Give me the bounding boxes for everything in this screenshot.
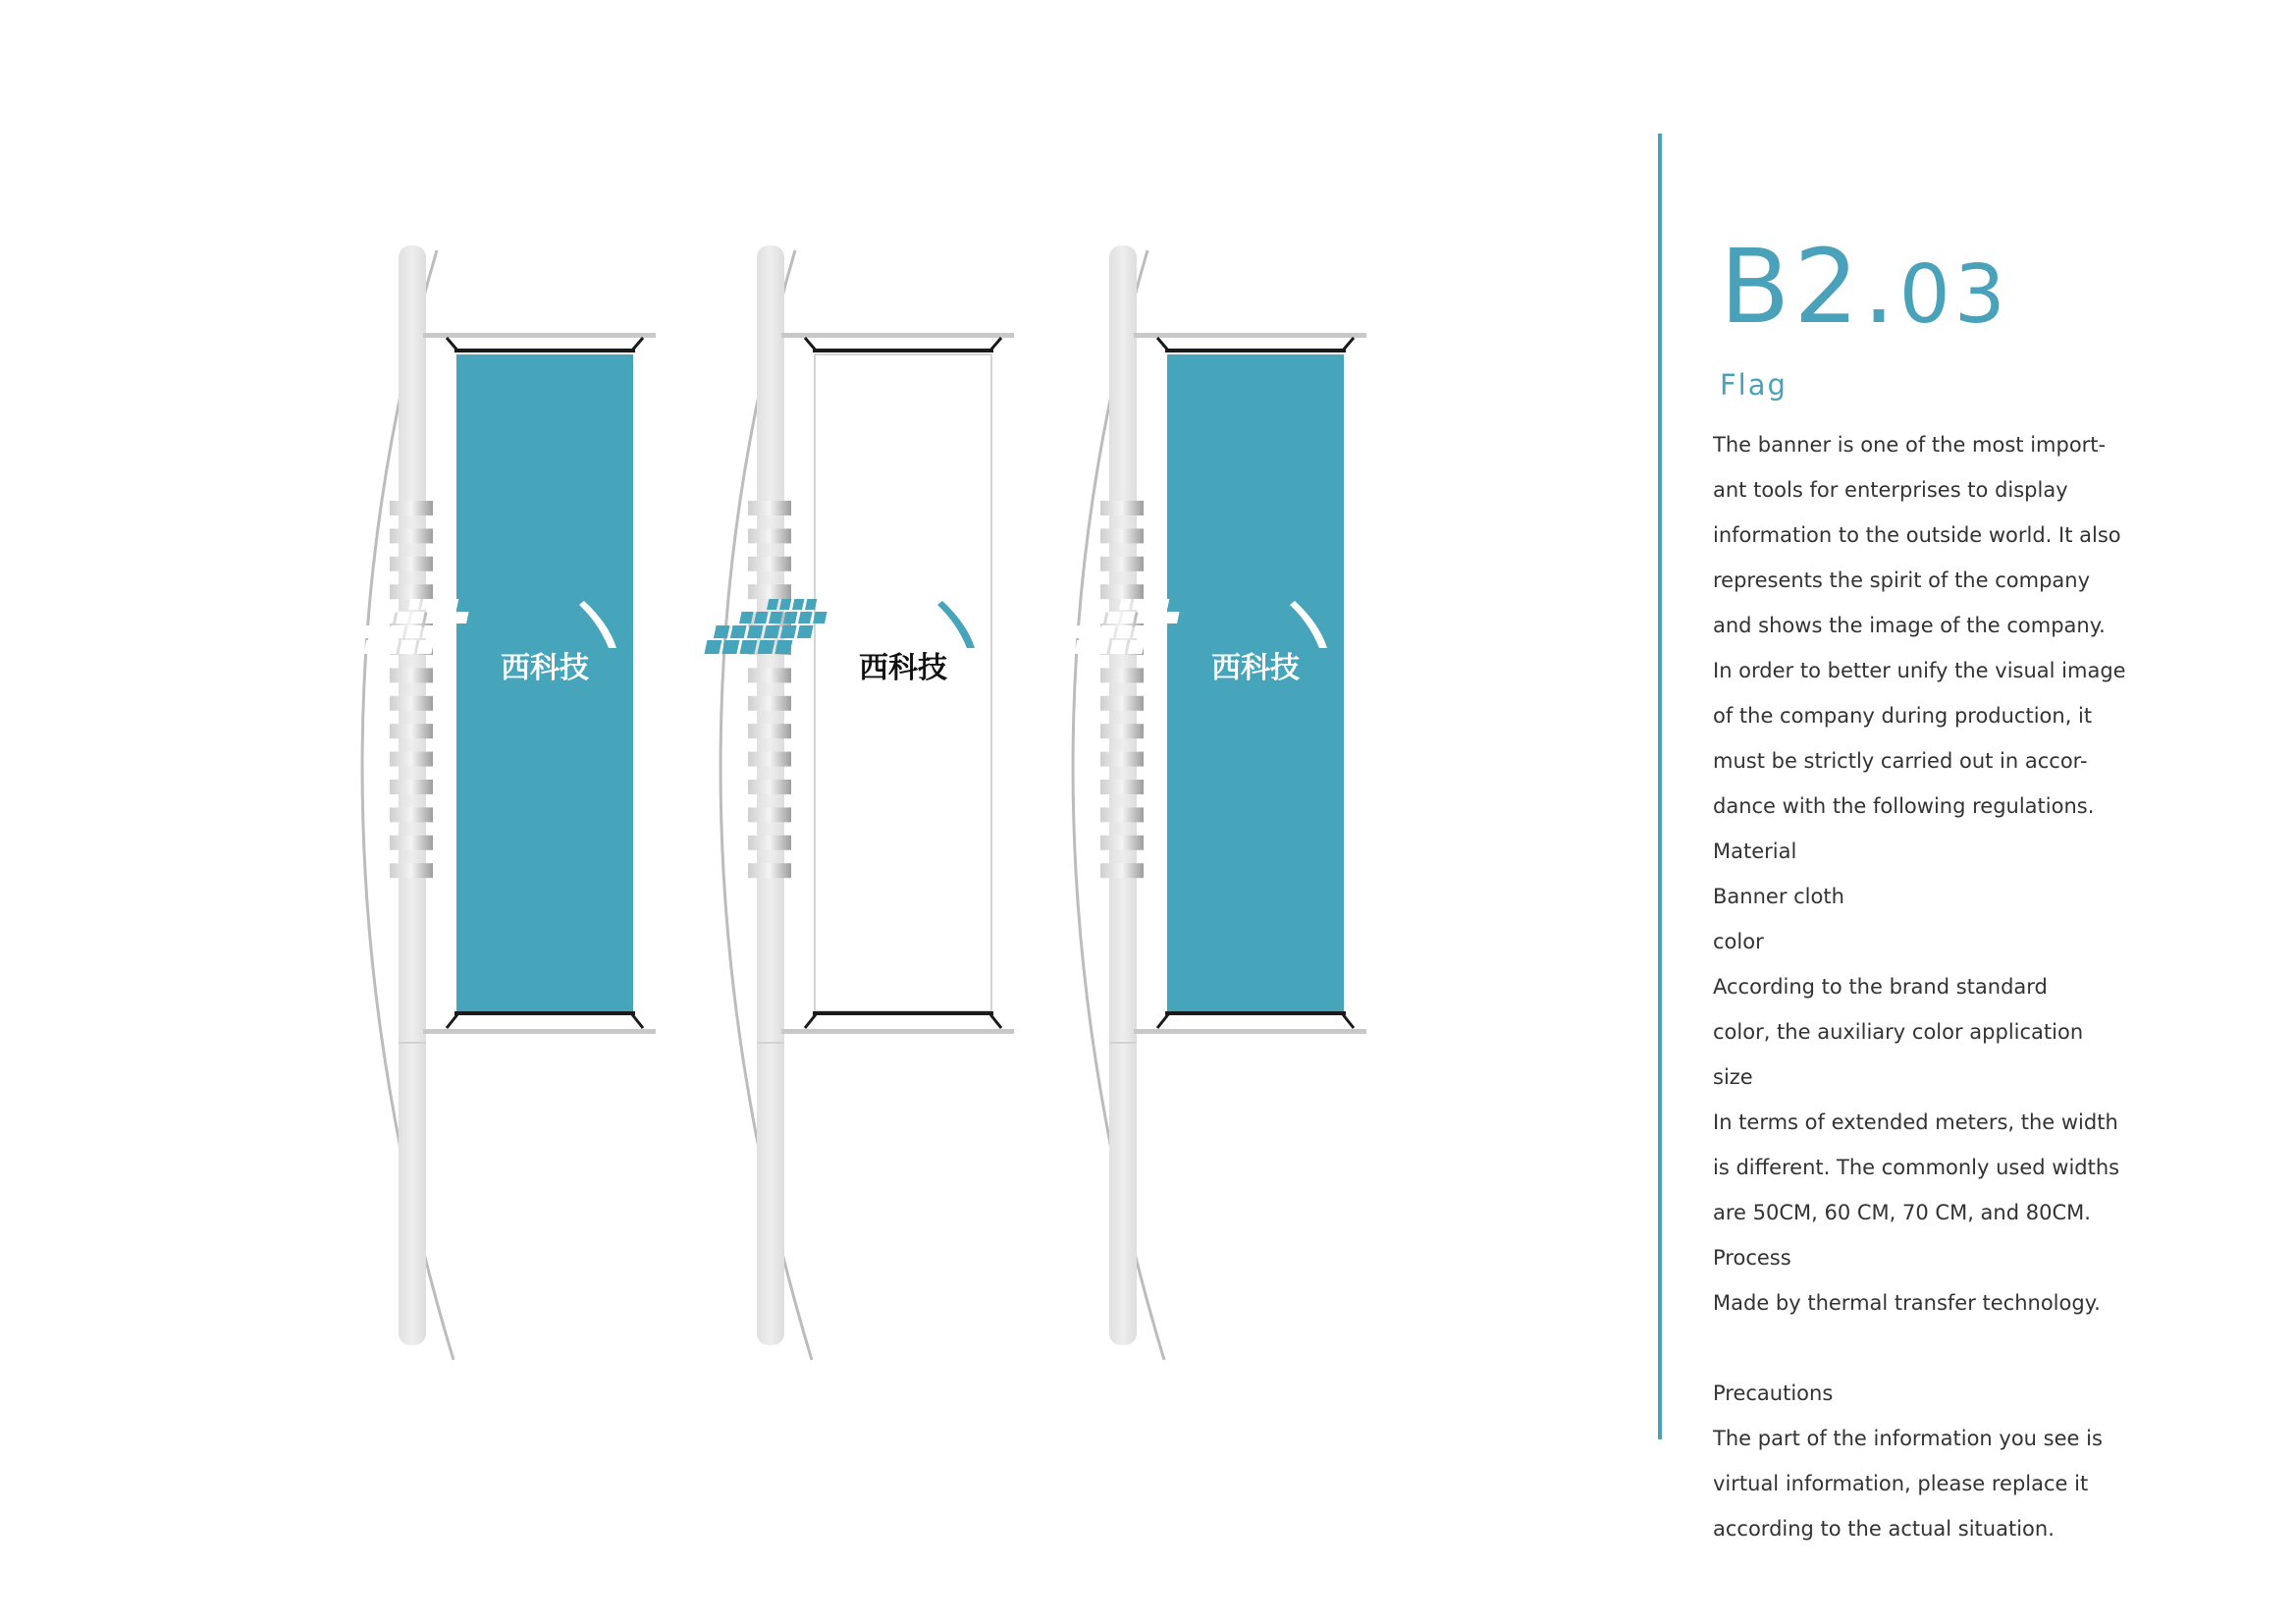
logo-tile (1106, 612, 1121, 623)
logo-tile (389, 625, 405, 638)
pole-clamp (1100, 752, 1144, 767)
logo-tile (1092, 612, 1106, 623)
bottom-arm (1134, 1029, 1366, 1034)
pole-clamp (390, 863, 433, 878)
logo-tile (754, 612, 769, 623)
description-line: In terms of extended meters, the width (1713, 1110, 2118, 1134)
logo-tile (381, 612, 396, 623)
pole-clamp (748, 528, 791, 543)
description-line: dance with the following regulations. (1713, 794, 2095, 818)
bottom-arm (423, 1029, 656, 1034)
top-arm (781, 333, 1014, 338)
bottom-hook-left (805, 1013, 817, 1028)
pole-clamp (748, 584, 791, 599)
logo-wordmark: 西科技 (1211, 651, 1300, 685)
bottom-rod (1165, 1011, 1346, 1015)
logo-tile (1056, 640, 1074, 654)
logo-tile (730, 625, 747, 638)
logo-tile (739, 640, 757, 654)
bottom-hook-left (1157, 1013, 1169, 1028)
flag-assembly (704, 245, 1014, 1360)
logo-tile (739, 612, 754, 623)
logo-tile (1066, 625, 1083, 638)
logo-tile (798, 612, 813, 623)
bottom-rod (454, 1011, 635, 1015)
description-line: Precautions (1713, 1381, 1834, 1405)
logo-tile (454, 612, 469, 623)
pole (757, 245, 784, 1345)
pole-clamp (1100, 528, 1144, 543)
description-line: size (1713, 1065, 1753, 1089)
pole-clamp (390, 557, 433, 571)
top-hook-left (805, 338, 817, 352)
description-text (1713, 422, 2155, 1551)
accent-divider (1658, 134, 1662, 1439)
bottom-hook-right (989, 1013, 1001, 1028)
section-code-main: B2. (1720, 227, 1899, 347)
bottom-hook-left (447, 1013, 458, 1028)
description-line: virtual information, please replace it (1713, 1472, 2089, 1495)
description-line (1713, 1326, 2155, 1371)
description-line: color (1713, 930, 1764, 953)
pole-clamp (1100, 863, 1144, 878)
description-line: color, the auxiliary color application (1713, 1020, 2084, 1044)
description-line: In order to better unify the visual image (1713, 659, 2126, 682)
description-line: and shows the image of the company. (1713, 614, 2106, 637)
pole-clamp (1100, 584, 1144, 599)
description-line: Process (1713, 1246, 1791, 1270)
bottom-rod (813, 1011, 993, 1015)
description-line: Made by thermal transfer technology. (1713, 1291, 2101, 1315)
pole-clamp (1100, 668, 1144, 682)
description-line: According to the brand standard (1713, 975, 2048, 999)
pole-clamp (390, 836, 433, 850)
pole-clamp (1100, 836, 1144, 850)
logo-tile (813, 612, 828, 623)
pole-clamp (390, 807, 433, 822)
top-rod (454, 349, 635, 352)
logo-tile (363, 640, 381, 654)
bottom-hook-right (1342, 1013, 1354, 1028)
logo-tile (747, 625, 764, 638)
flag-assembly (346, 245, 656, 1360)
logo-tile (416, 640, 434, 654)
pole-clamp (390, 501, 433, 515)
description-line: The banner is one of the most import- (1713, 433, 2107, 457)
logo-tile (355, 625, 372, 638)
logo-tile (1121, 612, 1136, 623)
bottom-hook-right (631, 1013, 643, 1028)
description-line: are 50CM, 60 CM, 70 CM, and 80CM. (1713, 1201, 2091, 1224)
pole-clamp (390, 668, 433, 682)
top-rod (1165, 349, 1346, 352)
pole-clamp (390, 780, 433, 794)
logo-tile (1127, 640, 1145, 654)
description-line: must be strictly carried out in accor- (1713, 749, 2088, 773)
pole-clamp (748, 863, 791, 878)
logo-tile (721, 640, 739, 654)
logo-tile (381, 640, 399, 654)
description-line: of the company during production, it (1713, 704, 2093, 728)
description-line: represents the spirit of the company (1713, 568, 2090, 592)
top-hook-right (631, 338, 643, 352)
description-line: is different. The commonly used widths (1713, 1156, 2120, 1179)
description-line: The part of the information you see is (1713, 1427, 2103, 1450)
description-line: Material (1713, 839, 1797, 863)
section-title: Flag (1720, 368, 1788, 402)
bottom-arm (781, 1029, 1014, 1034)
pole (1109, 245, 1137, 1345)
pole-clamp (748, 557, 791, 571)
pole-clamp (1100, 807, 1144, 822)
pole-clamp (1100, 696, 1144, 711)
top-hook-left (1157, 338, 1169, 352)
description-line: according to the actual situation. (1713, 1517, 2055, 1541)
top-arm (423, 333, 656, 338)
pole-clamp (390, 696, 433, 711)
pole (399, 245, 426, 1345)
logo-tile (1099, 625, 1116, 638)
logo-tile (399, 640, 416, 654)
logo-tile (425, 612, 440, 623)
logo-wordmark: 西科技 (501, 651, 589, 685)
description-line: information to the outside world. It also (1713, 523, 2121, 547)
pole-clamp (748, 696, 791, 711)
top-hook-right (1342, 338, 1354, 352)
logo-tile (396, 612, 410, 623)
section-code-sub: 03 (1898, 248, 2009, 342)
top-rod (813, 349, 993, 352)
top-arm (1134, 333, 1366, 338)
pole-clamp (748, 807, 791, 822)
logo-tile (1116, 625, 1133, 638)
logo-tile (792, 599, 804, 610)
logo-tile (1165, 612, 1180, 623)
flag-assembly (1056, 245, 1366, 1360)
logo-tile (372, 625, 389, 638)
logo-tile (714, 625, 730, 638)
logo-tile (704, 640, 721, 654)
top-hook-right (989, 338, 1001, 352)
pole-clamp (1100, 501, 1144, 515)
pole-clamp (748, 836, 791, 850)
logo-tile (783, 612, 798, 623)
logo-tile (1149, 625, 1166, 638)
logo-tile (1133, 625, 1149, 638)
logo-tile (346, 640, 363, 654)
pole-clamp (1100, 780, 1144, 794)
pole-clamp (390, 752, 433, 767)
description-line: ant tools for enterprises to display (1713, 478, 2068, 502)
pole-clamp (748, 780, 791, 794)
pole-clamp (390, 724, 433, 738)
logo-tile (439, 625, 455, 638)
pole-clamp (748, 724, 791, 738)
pole-clamp (1100, 557, 1144, 571)
logo-tile (440, 612, 454, 623)
logo-tile (769, 612, 783, 623)
logo-tile (774, 640, 792, 654)
logo-wordmark: 西科技 (859, 651, 947, 685)
pole-clamp (748, 668, 791, 682)
logo-tile (764, 625, 780, 638)
logo-tile (434, 599, 446, 610)
logo-tile (422, 625, 439, 638)
logo-tile (757, 640, 774, 654)
logo-tile (797, 625, 814, 638)
logo-tile (1074, 640, 1092, 654)
description-line: Banner cloth (1713, 885, 1844, 908)
pole-clamp (1100, 724, 1144, 738)
pole-clamp (390, 584, 433, 599)
logo-tile (410, 612, 425, 623)
pole-clamp (748, 752, 791, 767)
logo-tile (1109, 640, 1127, 654)
top-hook-left (447, 338, 458, 352)
pole-clamp (748, 501, 791, 515)
pole-clamp (390, 528, 433, 543)
logo-tile (1136, 612, 1150, 623)
logo-tile (1092, 640, 1109, 654)
logo-tile (1150, 612, 1165, 623)
logo-tile (780, 625, 797, 638)
logo-tile (1083, 625, 1099, 638)
section-code (1720, 227, 2009, 347)
logo-tile (405, 625, 422, 638)
logo-tile (1145, 599, 1156, 610)
